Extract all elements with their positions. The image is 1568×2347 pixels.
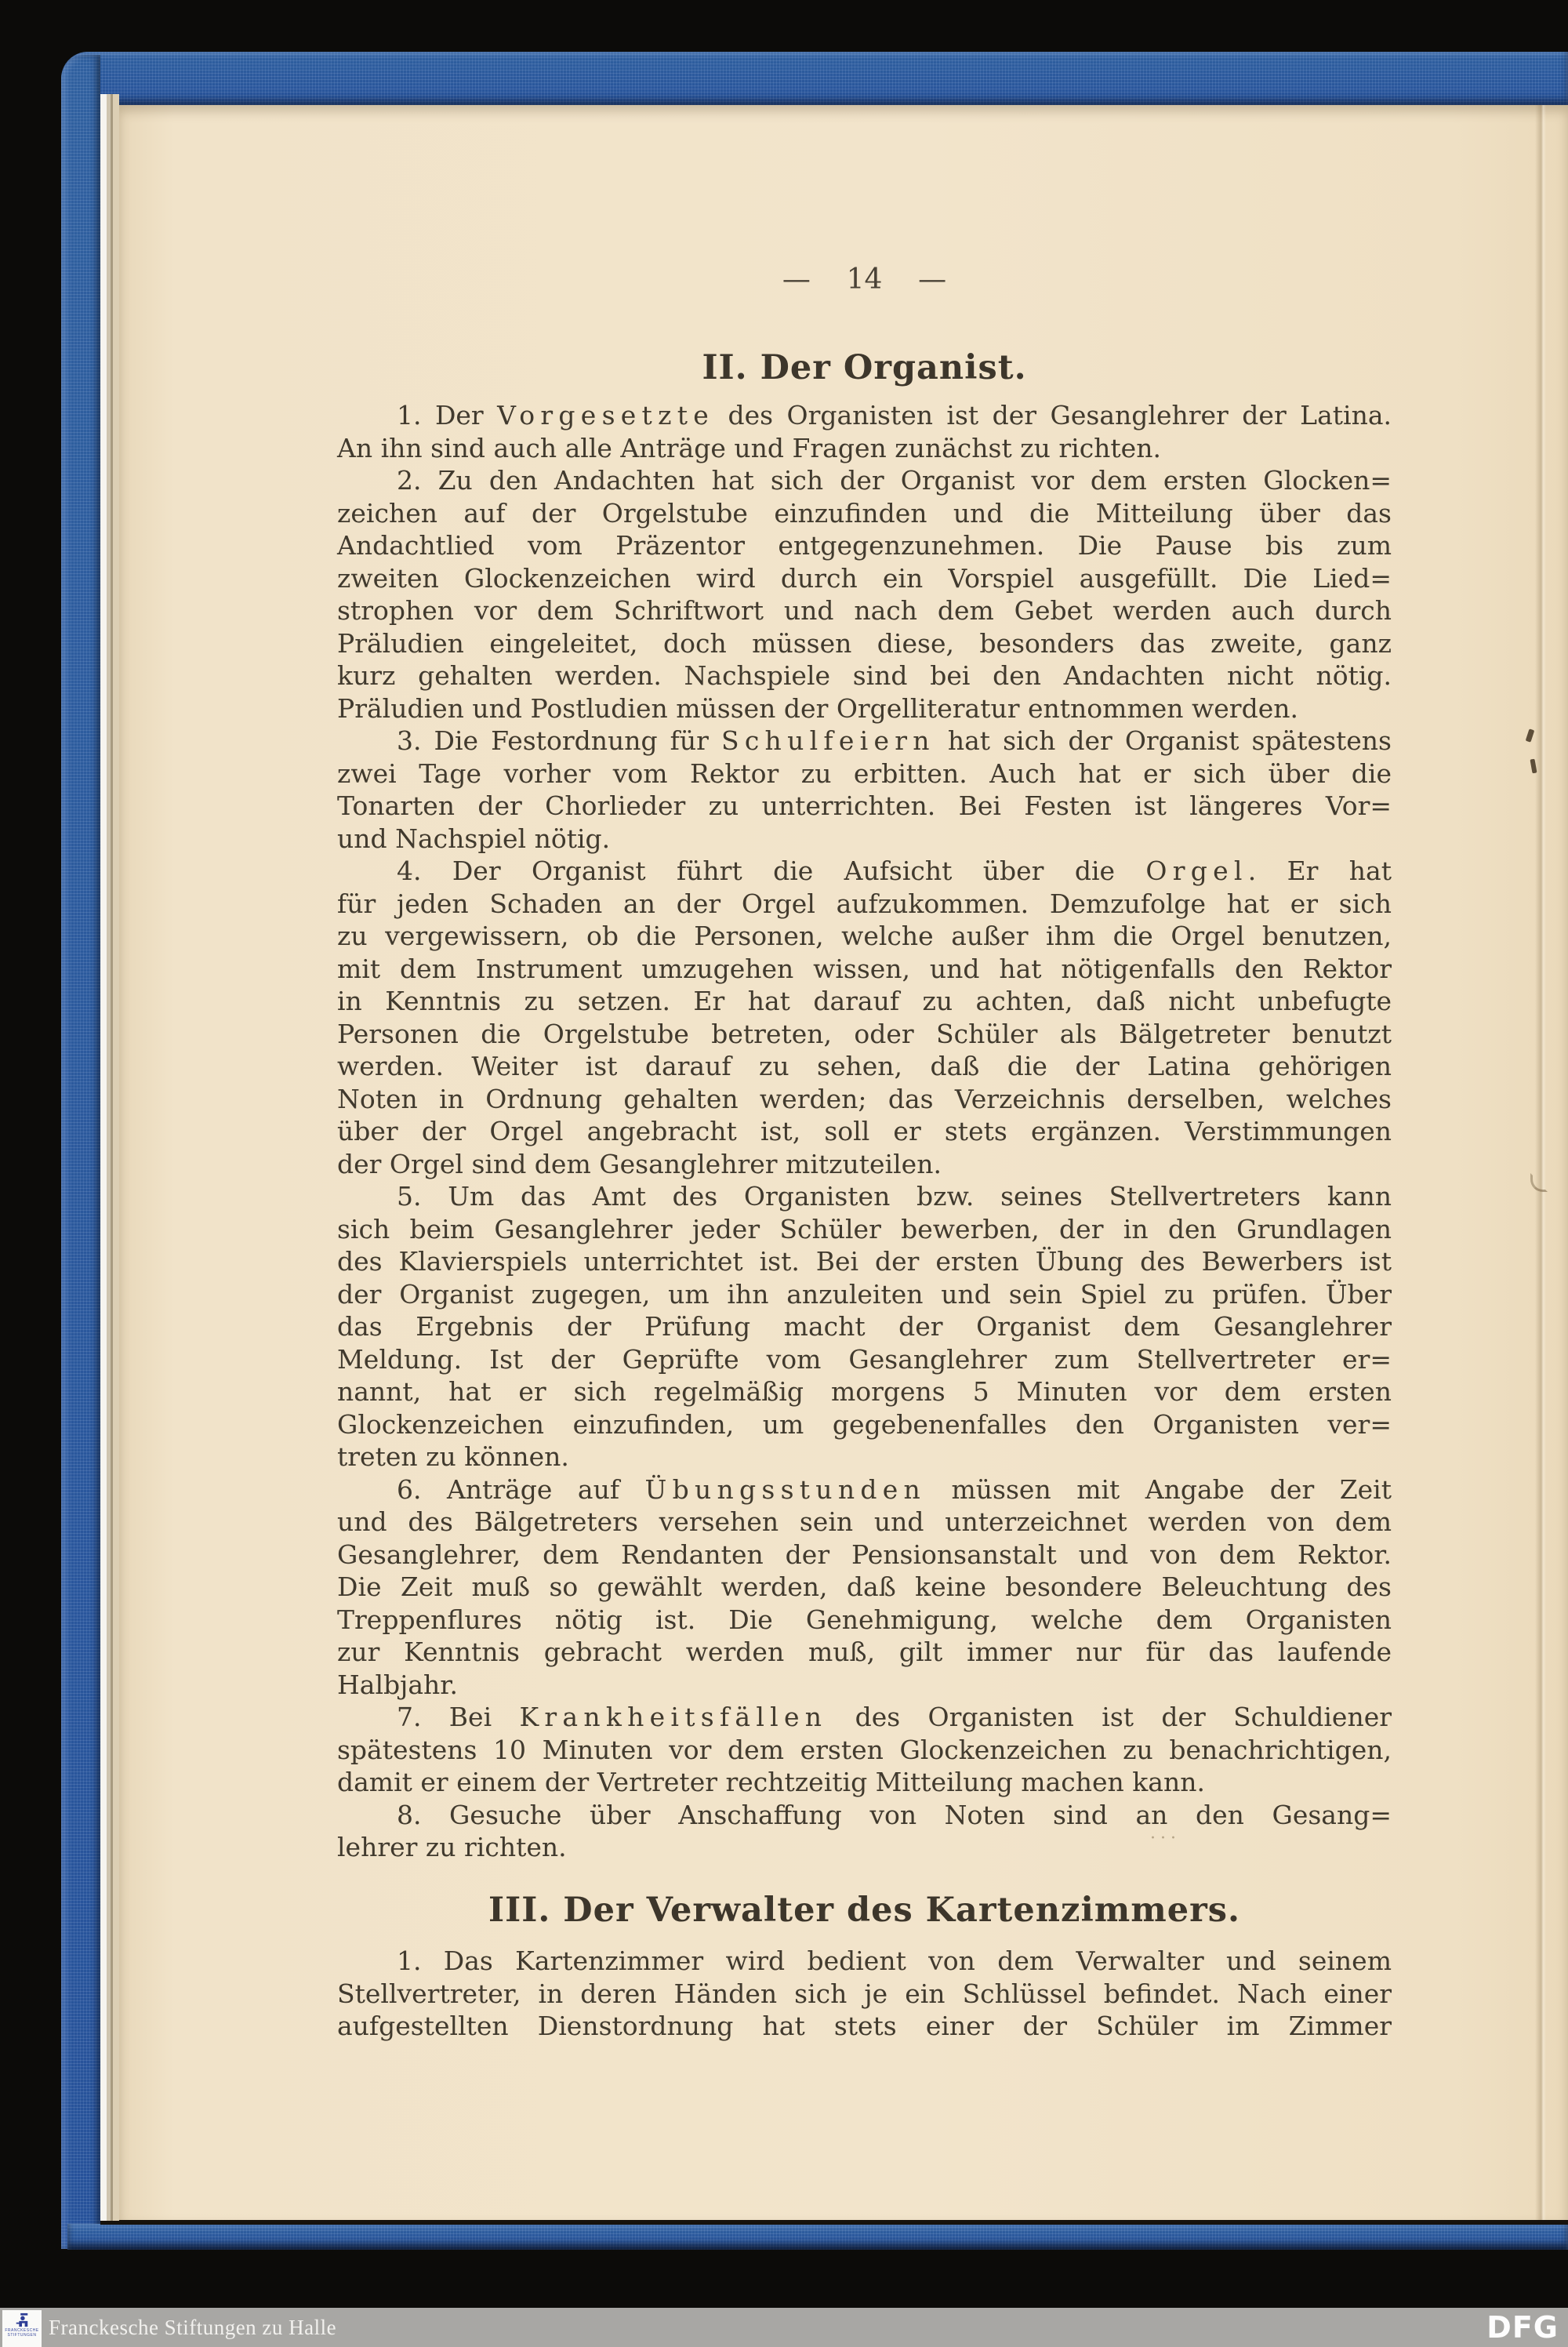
text-line: für jeden Schaden an der Orgel aufzukommen. Demzufolge hat er sich — [337, 888, 1392, 919]
text-line: Noten in Ordnung gehalten werden; das Verzeichnis derselben, welches — [337, 1083, 1392, 1114]
logo-caption-line1: FRANCKESCHE — [5, 2328, 39, 2333]
book-cover-top-edge — [61, 52, 1568, 105]
text-line: Halbjahr. — [337, 1669, 458, 1700]
section-organist-body — [337, 399, 1392, 1864]
text-line: 1. Der Vorgesetzte des Organisten ist der Gesanglehrer der Latina. — [397, 400, 1392, 431]
footer-bar — [0, 2308, 1568, 2347]
section-kartenzimmer-body — [337, 1945, 1392, 2043]
text-line: An ihn sind auch alle Anträge und Fragen zunächst zu richten. — [337, 432, 1161, 463]
paragraph — [337, 855, 1392, 1180]
dfg-logo: DFG — [1486, 2310, 1559, 2345]
section-heading-kartenzimmer: III. Der Verwalter des Kartenzimmers. — [488, 1891, 1240, 1930]
text-line: der Orgel sind dem Gesanglehrer mitzuteilen. — [337, 1148, 942, 1179]
paragraph — [337, 1473, 1392, 1702]
page-edge-stack — [100, 94, 119, 2221]
text-line: nannt, hat er sich regelmäßig morgens 5 Minuten vor dem ersten — [337, 1376, 1392, 1407]
text-line: werden. Weiter ist darauf zu sehen, daß die der Latina gehörigen — [337, 1051, 1392, 1081]
paragraph — [337, 399, 1392, 464]
text-line: in Kenntnis zu setzen. Er hat darauf zu achten, daß nicht unbefugte — [337, 986, 1392, 1016]
text-line: zwei Tage vorher vom Rektor zu erbitten. Auch hat er sich über die — [337, 758, 1392, 789]
text-line: lehrer zu richten. — [337, 1832, 567, 1862]
text-line: sich beim Gesanglehrer jeder Schüler bewerben, der in den Grundlagen — [337, 1213, 1392, 1244]
book-cover-bottom-edge — [67, 2224, 1568, 2250]
page-number: — 14 — — [782, 263, 947, 296]
paragraph — [337, 725, 1392, 855]
text-line: zeichen auf der Orgelstube einzufinden und die Mitteilung über das — [337, 497, 1392, 529]
text-line: Gesanglehrer, dem Rendanten der Pensionsanstalt und von dem Rektor. — [337, 1539, 1392, 1570]
text-line: 4. Der Organist führt die Aufsicht über die Orgel. Er hat — [397, 856, 1392, 886]
text-line: strophen vor dem Schriftwort und nach dem Gebet werden auch durch — [337, 595, 1392, 626]
institution-name: Franckesche Stiftungen zu Halle — [49, 2315, 337, 2339]
text-line: der Organist zugegen, um ihn anzuleiten und sein Spiel zu prüfen. Über — [337, 1278, 1392, 1310]
paragraph — [337, 1945, 1392, 2043]
text-line: 7. Bei Krankheitsfällen des Organisten ist der Schuldiener — [397, 1702, 1392, 1732]
text-line: spätestens 10 Minuten vor dem ersten Glockenzeichen zu benachrichtigen, — [337, 1734, 1392, 1765]
letterspaced-word: Krankheitsfällen — [519, 1702, 828, 1732]
logo-caption-line2: STIFTUNGEN — [7, 2333, 37, 2338]
text-line: treten zu können. — [337, 1441, 569, 1472]
text-line: und Nachspiel nötig. — [337, 823, 611, 854]
text-line: das Ergebnis der Prüfung macht der Organist dem Gesanglehrer — [337, 1311, 1392, 1342]
letterspaced-word: Übungsstunden — [644, 1473, 927, 1505]
text-line: 5. Um das Amt des Organisten bzw. seines Stellvertreters kann — [397, 1181, 1392, 1212]
text-line: Stellvertreter, in deren Händen sich je ein Schlüssel befindet. Nach einer — [337, 1978, 1392, 2009]
text-line: Tonarten der Chorlieder zu unterrichten. Bei Festen ist längeres Vor= — [337, 790, 1392, 821]
text-line: Präludien eingeleitet, doch müssen diese, besonders das zweite, ganz — [337, 627, 1392, 659]
text-line: 1. Das Kartenzimmer wird bedient von dem Verwalter und seinem — [397, 1946, 1392, 1976]
paragraph — [337, 464, 1392, 725]
text-line: damit er einem der Vertreter rechtzeitig Mitteilung machen kann. — [337, 1767, 1205, 1797]
text-line: über der Orgel angebracht ist, soll er stets ergänzen. Verstimmungen — [337, 1116, 1392, 1146]
text-line: zu vergewissern, ob die Personen, welche außer ihm die Orgel benutzen, — [337, 921, 1392, 951]
text-line: mit dem Instrument umzugehen wissen, und hat nötigenfalls den Rektor — [337, 953, 1392, 984]
text-line: Meldung. Ist der Geprüfte vom Gesanglehrer zum Stellvertreter er= — [337, 1343, 1392, 1375]
page-crease — [1535, 105, 1546, 2220]
paragraph — [337, 1180, 1392, 1473]
book-cover-left-edge — [61, 55, 100, 2249]
text-line: kurz gehalten werden. Nachspiele sind bei den Andachten nicht nötig. — [337, 660, 1392, 691]
text-line: Treppenflures nötig ist. Die Genehmigung, welche dem Organisten — [337, 1604, 1392, 1635]
text-line: Die Zeit muß so gewählt werden, daß keine besondere Beleuchtung des — [337, 1571, 1392, 1602]
text-line: des Klavierspiels unterrichtet ist. Bei der ersten Übung des Bewerbers ist — [337, 1246, 1392, 1277]
franckesche-emblem-icon — [13, 2312, 31, 2328]
letterspaced-word: Schulfeiern — [720, 725, 935, 756]
franckesche-stiftungen-logo — [2, 2310, 42, 2347]
text-line: und des Bälgetreters versehen sein und unterzeichnet werden von dem — [337, 1506, 1392, 1537]
text-line: 3. Die Festordnung für Schulfeiern hat sich der Organist spätestens — [397, 725, 1392, 756]
text-line: Personen die Orgelstube betreten, oder Schüler als Bälgetreter benutzt — [337, 1018, 1392, 1049]
letterspaced-word: Orgel — [1145, 856, 1248, 886]
text-line: zweiten Glockenzeichen wird durch ein Vorspiel ausgefüllt. Die Lied= — [337, 562, 1392, 594]
text-line: Glockenzeichen einzufinden, um gegebenenfalles den Organisten ver= — [337, 1408, 1392, 1440]
text-line: 2. Zu den Andachten hat sich der Organist vor dem ersten Glocken= — [397, 465, 1392, 496]
section-heading-organist: II. Der Organist. — [702, 348, 1027, 387]
letterspaced-word: Vorgesetzte — [497, 400, 715, 431]
faint-dots-blemish: ··· — [1150, 1829, 1181, 1848]
text-line: 8. Gesuche über Anschaffung von Noten sind an den Gesang= — [397, 1799, 1392, 1830]
text-line: 6. Anträge auf Übungsstunden müssen mit Angabe der Zeit — [397, 1473, 1392, 1505]
text-line: aufgestellten Dienstordnung hat stets einer der Schüler im Zimmer — [337, 2011, 1392, 2041]
text-line: zur Kenntnis gebracht werden muß, gilt immer nur für das laufende — [337, 1637, 1392, 1667]
paragraph — [337, 1799, 1392, 1864]
text-line: Andachtlied vom Präzentor entgegenzunehmen. Die Pause bis zum — [337, 530, 1392, 561]
text-line: Präludien und Postludien müssen der Orgelliteratur entnommen werden. — [337, 692, 1298, 724]
paragraph — [337, 1701, 1392, 1799]
